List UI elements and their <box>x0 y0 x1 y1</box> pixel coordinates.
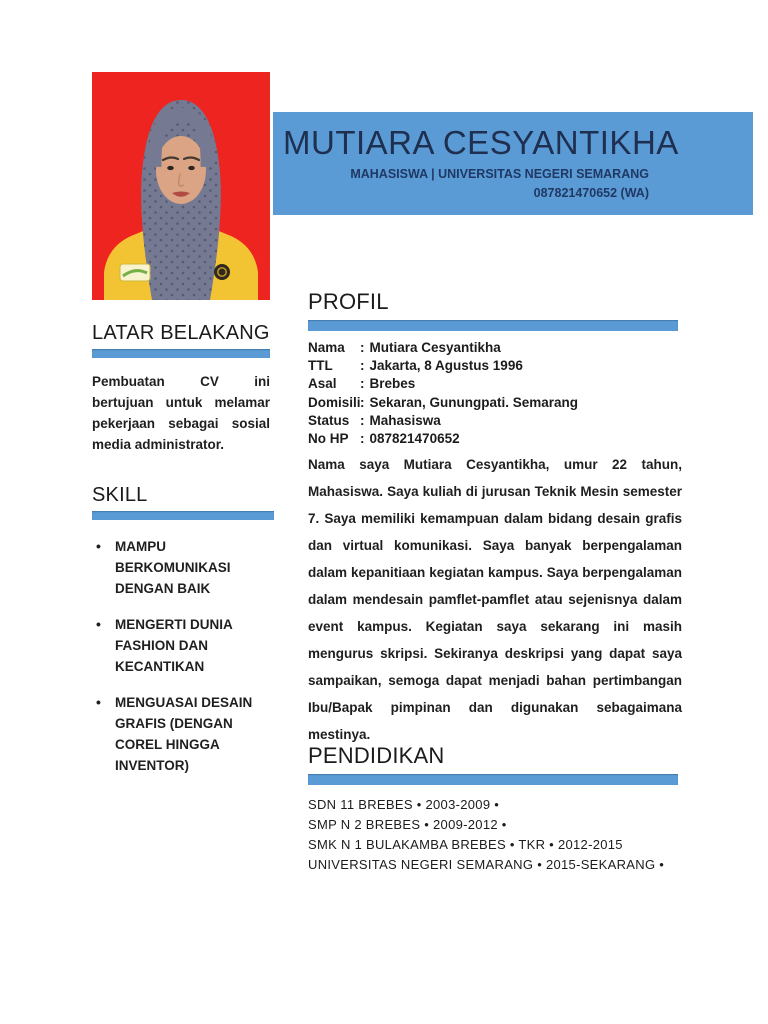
section-underline <box>308 320 678 331</box>
education-list <box>308 795 728 875</box>
profil-row-label: No HP <box>308 431 349 447</box>
section-underline <box>92 511 274 520</box>
header-banner <box>273 112 753 215</box>
profil-row-value: Sekaran, Gunungpati. Semarang <box>369 394 579 410</box>
person-phone: 087821470652 (WA) <box>533 186 649 200</box>
section-underline <box>92 349 270 358</box>
education-item: SDN 11 BREBES • 2003-2009 • <box>308 797 500 812</box>
section-underline <box>308 774 678 785</box>
education-item: SMK N 1 BULAKAMBA BREBES • TKR • 2012-2015 <box>308 837 623 852</box>
profil-row-label: Domisili <box>308 394 361 410</box>
section-pendidikan <box>308 742 728 875</box>
profil-row-colon: : <box>360 412 365 428</box>
profil-rows <box>308 339 680 448</box>
bullet-icon: • <box>96 616 101 632</box>
profil-row-value: Brebes <box>369 376 416 392</box>
latar-belakang-body: Pembuatan CV ini bertujuan untuk melamar pekerjaan sebagai sosial media administrator. <box>92 374 270 452</box>
latar-belakang-title: LATAR BELAKANG <box>92 322 270 344</box>
profil-row-label: Asal <box>308 376 337 392</box>
about-paragraph: Nama saya Mutiara Cesyantikha, umur 22 tahun, Mahasiswa. Saya kuliah di jurusan Teknik Mesin semester 7. Saya memiliki kemampuan dalam bidang desain grafis dan virtual komunikasi. Saya banyak berpengalaman dalam kepanitiaan kegiatan kampus. Saya berpengalaman dalam mendesain pamflet-pamflet atau sejenisnya dalam event kampus. Kegiatan saya sekarang ini masih mengurus skripsi. Sekiranya deskripsi yang dapat saya sampaikan, semoga dapat menjadi bahan pertimbangan Ibu/Bapak pimpinan dan digunakan sebagaimana mestinya. <box>308 457 682 742</box>
profil-row-value: Mahasiswa <box>369 412 441 428</box>
education-item: SMP N 2 BREBES • 2009-2012 • <box>308 817 507 832</box>
person-subtitle: MAHASISWA | UNIVERSITAS NEGERI SEMARANG <box>350 167 649 181</box>
skill-item <box>92 536 274 599</box>
profil-title: PROFIL <box>308 289 389 314</box>
profil-row-label: Status <box>308 412 350 428</box>
profil-row <box>308 357 680 375</box>
bullet-icon: • <box>96 694 101 710</box>
profil-row-label: Nama <box>308 340 345 355</box>
profil-row-value: Jakarta, 8 Agustus 1996 <box>369 358 523 374</box>
profil-row-value: 087821470652 <box>369 431 460 447</box>
profil-row-value: Mutiara Cesyantikha <box>369 340 501 355</box>
profil-row <box>308 339 680 357</box>
pendidikan-title: PENDIDIKAN <box>308 743 445 768</box>
profil-row-colon: : <box>360 340 365 355</box>
section-latar-belakang <box>92 320 270 455</box>
profil-row-colon: : <box>360 376 365 392</box>
skill-list <box>92 536 274 776</box>
skill-item-text: MENGERTI DUNIA FASHION DAN KECANTIKAN <box>115 617 233 674</box>
person-name: MUTIARA CESYANTIKHA <box>283 124 679 161</box>
skill-title: SKILL <box>92 484 148 506</box>
section-profil <box>308 288 680 448</box>
profil-row <box>308 412 680 430</box>
profil-row <box>308 375 680 393</box>
skill-item <box>92 614 274 677</box>
section-skill <box>92 482 274 791</box>
profil-row <box>308 394 680 412</box>
profil-row-colon: : <box>360 358 365 374</box>
bullet-icon: • <box>96 538 101 554</box>
portrait-illustration <box>92 72 270 300</box>
skill-item <box>92 692 274 776</box>
profil-row-colon: : <box>360 431 365 447</box>
profil-row-colon: : <box>360 394 365 410</box>
profil-row <box>308 430 680 448</box>
skill-item-text: MENGUASAI DESAIN GRAFIS (DENGAN COREL HINGGA INVENTOR) <box>115 695 253 773</box>
profile-photo <box>92 72 270 300</box>
education-item: UNIVERSITAS NEGERI SEMARANG • 2015-SEKARANG • <box>308 857 665 872</box>
skill-item-text: MAMPU BERKOMUNIKASI DENGAN BAIK <box>115 539 231 596</box>
profil-row-label: TTL <box>308 358 333 374</box>
